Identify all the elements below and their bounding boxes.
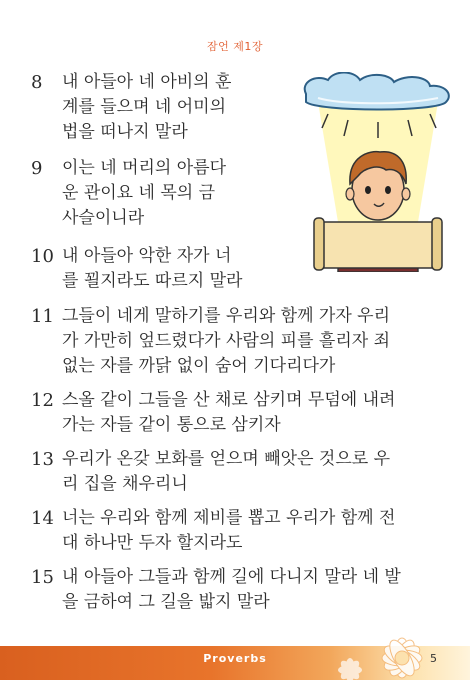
verse-line: 을 금하여 그 길을 밟지 말라 (62, 592, 270, 612)
flower-decoration-icon (330, 610, 470, 680)
verse-11 (31, 304, 390, 379)
verse-number: 8 (31, 72, 43, 93)
page-number: 5 (430, 652, 437, 665)
verse-line: 리 집을 채우리니 (62, 474, 188, 494)
verse-line: 이는 네 머리의 아름다 (62, 158, 227, 178)
verse-line: 가는 자들 같이 통으로 삼키자 (62, 415, 281, 435)
verse-line: 너는 우리와 함께 제비를 뽑고 우리가 함께 전 (62, 508, 396, 528)
verse-line: 계를 들으며 네 어미의 (62, 97, 227, 117)
cloud-icon (305, 73, 449, 110)
verse-line: 내 아들아 악한 자가 너 (62, 246, 232, 266)
verse-line: 우리가 온갖 보화를 얻으며 빼앗은 것으로 우 (62, 449, 391, 469)
verse-line: 스올 같이 그들을 산 채로 삼키며 무덤에 내려 (62, 390, 396, 410)
verse-number: 11 (31, 306, 54, 327)
verse-number: 13 (31, 449, 54, 470)
verse-number: 9 (31, 158, 43, 179)
chapter-header: 잠언 제1장 (207, 40, 263, 53)
boy-reading-scroll-illustration (298, 72, 458, 272)
verse-number: 12 (31, 390, 54, 411)
verse-number: 10 (31, 246, 54, 267)
verse-8 (31, 70, 231, 145)
verse-line: 를 꾈지라도 따르지 말라 (62, 271, 243, 291)
verse-number: 14 (31, 508, 54, 529)
verse-line: 운 관이요 네 목의 금 (62, 183, 215, 203)
scroll-icon (314, 218, 442, 270)
verse-line: 사슬이니라 (62, 208, 145, 228)
book-title: Proverbs (203, 652, 267, 665)
verse-line: 내 아들아 네 아비의 훈 (62, 72, 232, 92)
verse-15 (31, 565, 401, 615)
verse-line: 가 가만히 엎드렸다가 사람의 피를 흘리자 죄 (62, 331, 391, 351)
verse-line: 내 아들아 그들과 함께 길에 다니지 말라 네 발 (62, 567, 401, 587)
verse-12 (31, 388, 395, 438)
verse-9 (31, 156, 226, 231)
verse-14 (31, 506, 395, 556)
verse-line: 그들이 네게 말하기를 우리와 함께 가자 우리 (62, 306, 391, 326)
verse-number: 15 (31, 567, 54, 588)
verse-13 (31, 447, 390, 497)
verse-line: 대 하나만 두자 할지라도 (62, 533, 243, 553)
verse-10 (31, 244, 242, 294)
verse-line: 법을 떠나지 말라 (62, 122, 188, 142)
verse-line: 없는 자를 까닭 없이 숨어 기다리다가 (62, 356, 336, 376)
